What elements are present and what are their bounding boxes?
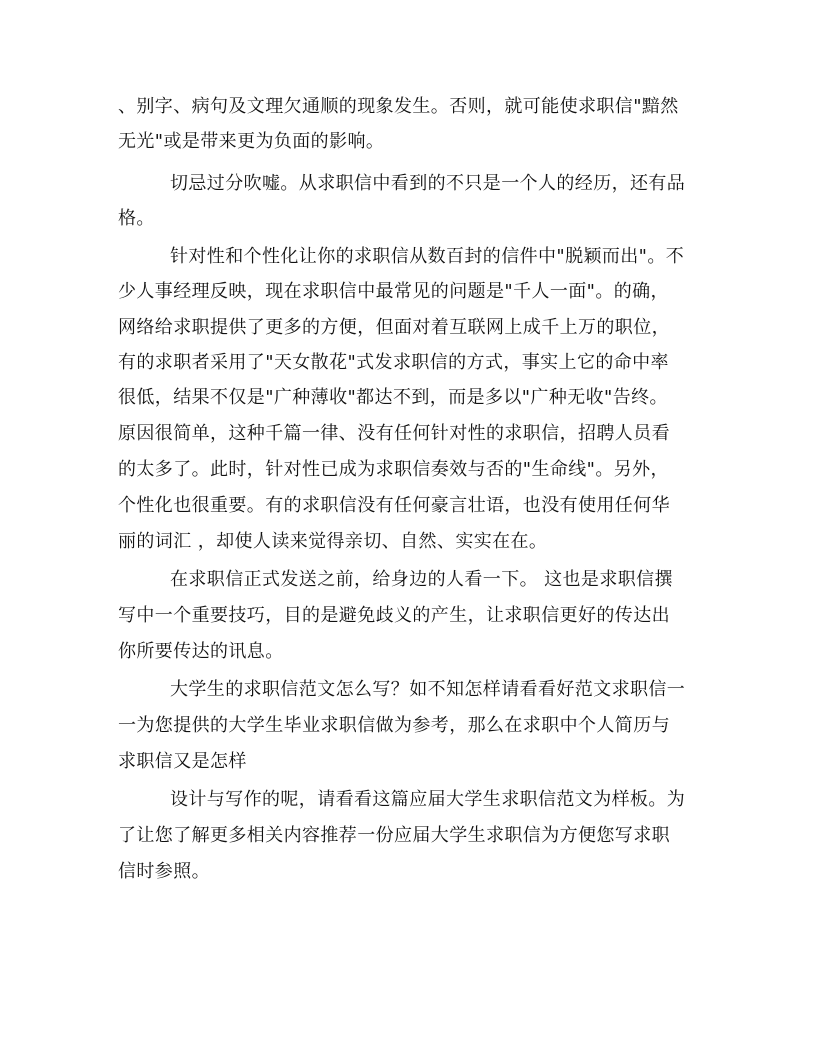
paragraph-4-line-1: 在求职信正式发送之前，给身边的人看一下。 这也是求职信撰	[170, 569, 673, 590]
paragraph-3-line-8: 个性化也很重要。有的求职信没有任何豪言壮语，也没有使用任何华	[118, 495, 670, 516]
paragraph-6-line-1: 设计与写作的呢，请看看这篇应届大学生求职信范文为样板。为	[170, 789, 686, 810]
paragraph-3-line-3: 网络给求职提供了更多的方便，但面对着互联网上成千上万的职位，	[118, 317, 670, 338]
paragraph-6-line-2: 了让您了解更多相关内容推荐一份应届大学生求职信为方便您写求职	[118, 825, 670, 846]
paragraph-3-line-7: 的太多了。此时，针对性已成为求职信奏效与否的"生命线"。另外，	[118, 459, 669, 480]
paragraph-3-line-1: 针对性和个性化让你的求职信从数百封的信件中"脱颖而出"。不	[170, 246, 685, 267]
paragraph-2-line-1: 切忌过分吹嘘。从求职信中看到的不只是一个人的经历，还有品	[170, 173, 686, 194]
paragraph-5-line-1: 大学生的求职信范文怎么写？如不知怎样请看看好范文求职信一	[170, 679, 686, 700]
paragraph-3-line-4: 有的求职者采用了"天女散花"式发求职信的方式，事实上它的命中率	[118, 352, 669, 373]
paragraph-6-line-3: 信时参照。	[118, 861, 210, 882]
paragraph-3-line-6: 原因很简单，这种千篇一律、没有任何针对性的求职信，招聘人员看	[118, 423, 670, 444]
paragraph-5-line-3: 求职信又是怎样	[118, 751, 247, 772]
paragraph-1-line-1: 、别字、病句及文理欠通顺的现象发生。否则，就可能使求职信"黯然	[118, 96, 679, 117]
paragraph-2-line-2: 格。	[118, 208, 155, 229]
paragraph-3-line-5: 很低，结果不仅是"广种薄收"都达不到，而是多以"广种无收"告终。	[118, 387, 668, 408]
paragraph-5-line-2: 一为您提供的大学生毕业求职信做为参考，那么在求职中个人简历与	[118, 715, 670, 736]
paragraph-3-line-9: 丽的词汇 ，却使人读来觉得亲切、自然、实实在在。	[118, 531, 548, 552]
paragraph-4-line-2: 写中一个重要技巧，目的是避免歧义的产生，让求职信更好的传达出	[118, 605, 670, 626]
paragraph-3-line-2: 少人事经理反映，现在求职信中最常见的问题是"千人一面"。的确，	[118, 281, 669, 302]
paragraph-4-line-3: 你所要传达的讯息。	[118, 641, 284, 662]
paragraph-1-line-2: 无光"或是带来更为负面的影响。	[118, 131, 385, 152]
